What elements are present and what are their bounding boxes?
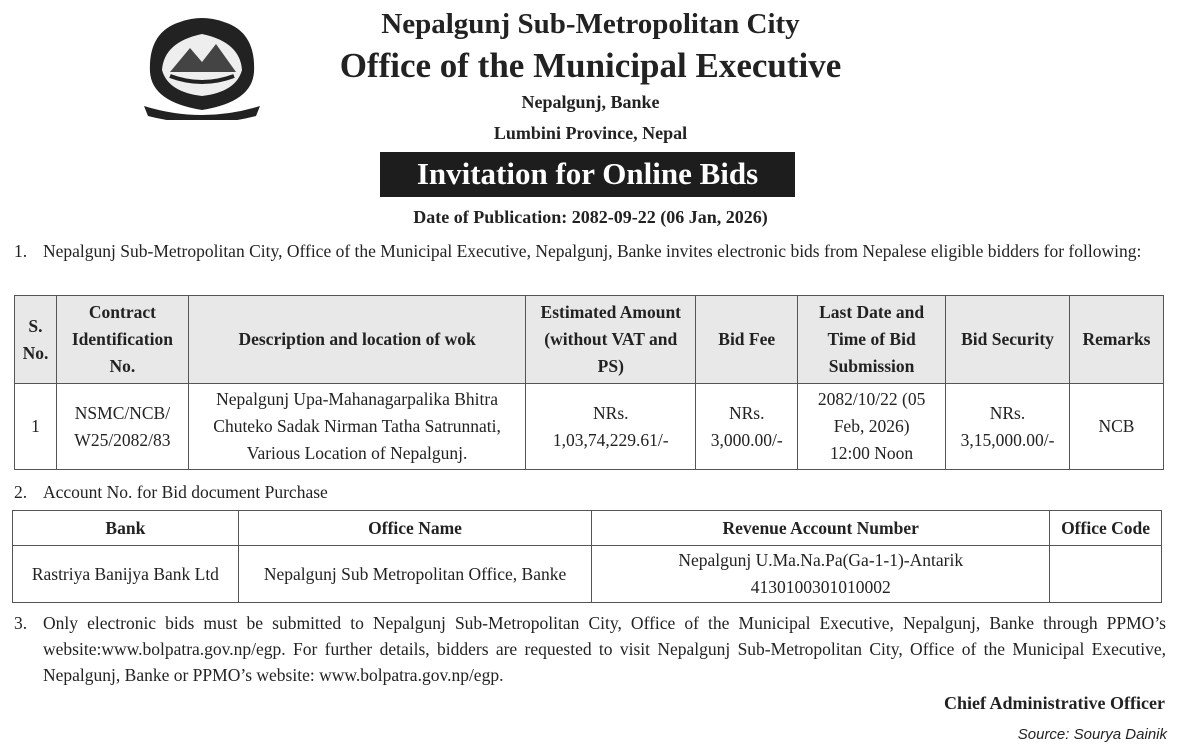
table-header-row bbox=[15, 296, 1164, 384]
table-header-row bbox=[13, 511, 1162, 546]
header-bid-security: Bid Security bbox=[946, 296, 1070, 384]
item-1 bbox=[14, 238, 1166, 264]
cell-bid-fee: NRs. 3,000.00/- bbox=[696, 384, 798, 470]
cell-description: Nepalgunj Upa-Mahanagarpalika Bhitra Chuteko Sadak Nirman Tatha Satrunnati, Various Location of Nepalgunj. bbox=[188, 384, 525, 470]
header-bank: Bank bbox=[13, 511, 239, 546]
notice-title: Invitation for Online Bids bbox=[380, 152, 795, 197]
header-contract-id: Contract Identification No. bbox=[56, 296, 188, 384]
item-text: Only electronic bids must be submitted to Nepalgunj Sub-Metropolitan City, Office of the Municipal Executive, Nepalgunj, Banke through PPMO’s website:www.bolpatra.gov.np/egp. For further details, bidders are requested to visit Nepalgunj Sub-Metropolitan City, Office of the Municipal Executive, Nepalgunj, Banke or PPMO’s website: www.bolpatra.gov.np/egp. bbox=[43, 613, 1166, 685]
table-row bbox=[15, 384, 1164, 470]
item-2 bbox=[14, 479, 1166, 505]
header-amount: Estimated Amount (without VAT and PS) bbox=[526, 296, 696, 384]
header-remarks: Remarks bbox=[1069, 296, 1163, 384]
item-number: 3. bbox=[14, 613, 28, 633]
cell-bank: Rastriya Banijya Bank Ltd bbox=[13, 546, 239, 603]
office-location: Nepalgunj, Banke bbox=[521, 92, 660, 112]
header-revenue-account: Revenue Account Number bbox=[592, 511, 1050, 546]
cell-office-code bbox=[1050, 546, 1162, 603]
header-office-code: Office Code bbox=[1050, 511, 1162, 546]
office-title: Office of the Municipal Executive bbox=[339, 46, 842, 85]
publication-date: Date of Publication: 2082-09-22 (06 Jan, 2026) bbox=[413, 207, 768, 227]
city-name: Nepalgunj Sub-Metropolitan City bbox=[381, 8, 800, 40]
item-text: Nepalgunj Sub-Metropolitan City, Office of the Municipal Executive, Nepalgunj, Banke invites electronic bids from Nepalese eligible bidders for following: bbox=[43, 241, 1142, 261]
province: Lumbini Province, Nepal bbox=[493, 123, 688, 143]
item-text: Account No. for Bid document Purchase bbox=[43, 482, 328, 502]
item-3 bbox=[14, 610, 1166, 688]
item-number: 2. bbox=[14, 482, 28, 502]
cell-revenue-account: Nepalgunj U.Ma.Na.Pa(Ga-1-1)-Antarik 4130100301010002 bbox=[592, 546, 1050, 603]
header-deadline: Last Date and Time of Bid Submission bbox=[798, 296, 946, 384]
header-bid-fee: Bid Fee bbox=[696, 296, 798, 384]
source-credit: Source: Sourya Dainik bbox=[1017, 726, 1167, 743]
bid-table bbox=[14, 295, 1164, 470]
table-row bbox=[13, 546, 1162, 603]
cell-sn: 1 bbox=[15, 384, 57, 470]
cell-office-name: Nepalgunj Sub Metropolitan Office, Banke bbox=[238, 546, 592, 603]
header-office-name: Office Name bbox=[238, 511, 592, 546]
cell-contract-id: NSMC/NCB/ W25/2082/83 bbox=[56, 384, 188, 470]
cell-bid-security: NRs. 3,15,000.00/- bbox=[946, 384, 1070, 470]
cell-remarks: NCB bbox=[1069, 384, 1163, 470]
cell-deadline: 2082/10/22 (05 Feb, 2026) 12:00 Noon bbox=[798, 384, 946, 470]
cell-amount: NRs. 1,03,74,229.61/- bbox=[526, 384, 696, 470]
item-number: 1. bbox=[14, 241, 28, 261]
header-sn: S. No. bbox=[15, 296, 57, 384]
header-description: Description and location of wok bbox=[188, 296, 525, 384]
account-table bbox=[12, 510, 1162, 603]
signatory: Chief Administrative Officer bbox=[944, 693, 1165, 713]
